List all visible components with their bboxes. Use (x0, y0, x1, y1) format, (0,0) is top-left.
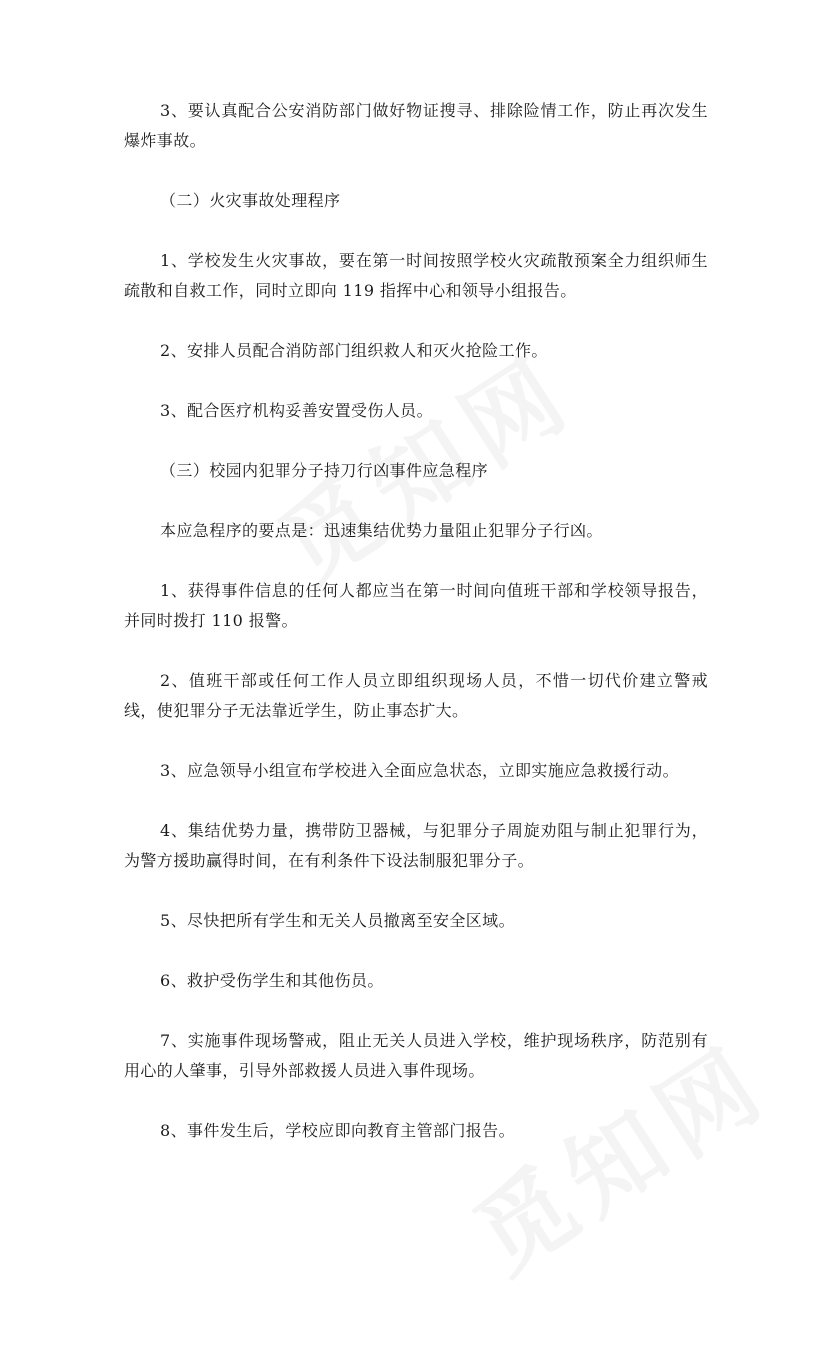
section-heading-knife-attack: （三）校园内犯罪分子持刀行凶事件应急程序 (160, 461, 489, 480)
paragraph-14: 7、实施事件现场警戒，阻止无关人员进入学校，维护现场秩序，防范别有用心的人肇事，引导外部救援人员进入事件现场。 (124, 1031, 708, 1080)
paragraph-9: 2、值班干部或任何工作人员立即组织现场人员，不惜一切代价建立警戒线，使犯罪分子无法靠近学生，防止事态扩大。 (124, 671, 708, 720)
paragraph-12: 5、尽快把所有学生和无关人员撤离至安全区域。 (160, 911, 515, 930)
paragraph-5: 3、配合医疗机构妥善安置受伤人员。 (160, 401, 433, 420)
paragraph-13: 6、救护受伤学生和其他伤员。 (160, 971, 384, 990)
paragraph-7: 本应急程序的要点是：迅速集结优势力量阻止犯罪分子行凶。 (160, 521, 603, 540)
paragraph-8: 1、获得事件信息的任何人都应当在第一时间向值班干部和学校领导报告，并同时拨打 110 报警。 (124, 581, 708, 630)
document-body (124, 96, 708, 1176)
paragraph-11: 4、集结优势力量，携带防卫器械，与犯罪分子周旋劝阻与制止犯罪行为，为警方援助赢得时间，在有利条件下设法制服犯罪分子。 (124, 821, 708, 870)
paragraph-3: 1、学校发生火灾事故，要在第一时间按照学校火灾疏散预案全力组织师生疏散和自救工作，同时立即向 119 指挥中心和领导小组报告。 (124, 251, 708, 300)
paragraph-10: 3、应急领导小组宣布学校进入全面应急状态，立即实施应急救援行动。 (160, 761, 679, 780)
paragraph-4: 2、安排人员配合消防部门组织救人和灭火抢险工作。 (160, 341, 548, 360)
paragraph-15: 8、事件发生后，学校应即向教育主管部门报告。 (160, 1121, 515, 1140)
section-heading-fire: （二）火灾事故处理程序 (160, 191, 341, 210)
paragraph-1: 3、要认真配合公安消防部门做好物证搜寻、排除险情工作，防止再次发生爆炸事故。 (124, 101, 708, 150)
